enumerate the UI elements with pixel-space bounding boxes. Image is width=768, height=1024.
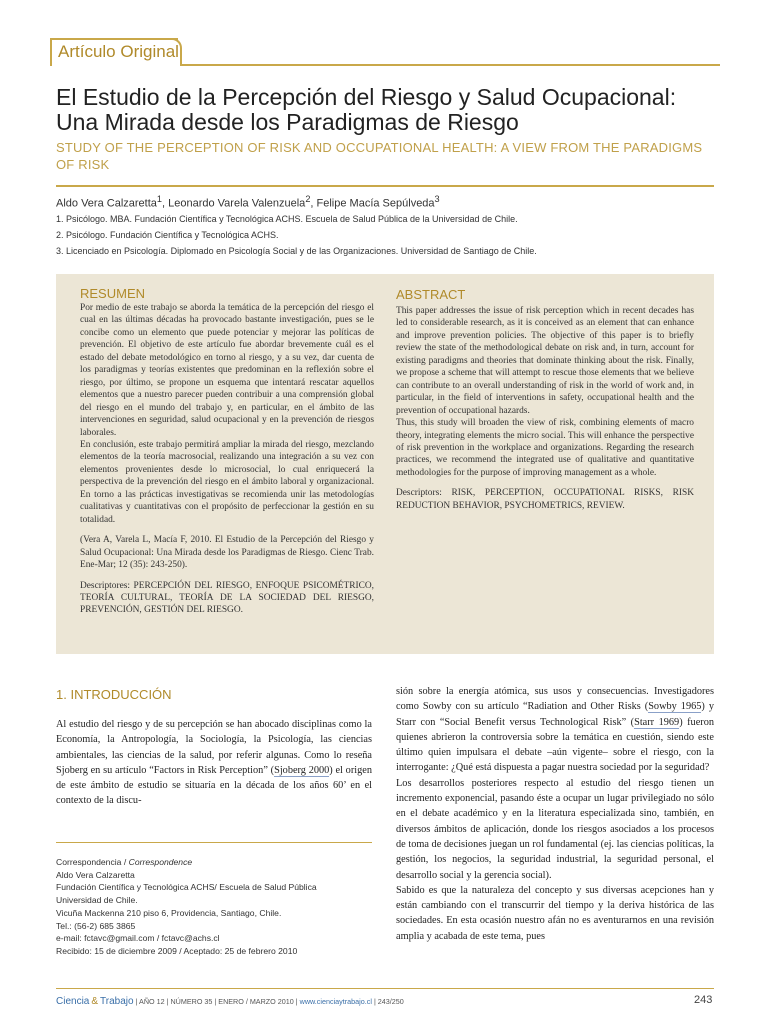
journal-name-2: Trabajo	[100, 996, 134, 1007]
affiliation: 1. Psicólogo. MBA. Fundación Científica y Tecnológica ACHS. Escuela de Salud Pública de la Universidad de Chile.	[56, 214, 518, 224]
descriptors-label: Descriptores:	[80, 580, 130, 591]
label-en: Correspondence	[128, 857, 193, 867]
title-line-2: Una Mirada desde los Paradigmas de Riesgo	[56, 109, 519, 135]
correspondence-rule	[56, 842, 372, 843]
header-rule	[180, 64, 720, 66]
section-label: Artículo Original	[58, 42, 179, 61]
abstract-descriptors	[396, 487, 694, 512]
intro-right-column	[396, 684, 714, 944]
author-name: Leonardo Varela Valenzuela	[168, 197, 306, 210]
text-run: ) fueron quienes abrieron la controversia sobre la temática en cuestión, siendo este último quien impulsara el debate –aún vigente– sobre el riesgo, con la interrogante: ¿Qué está dispuesta a pagar nuestra sociedad por la seguridad?	[396, 716, 714, 774]
citation-link[interactable]: Sjoberg 2000	[274, 764, 330, 776]
text-run: ) el origen de este ámbito de estudio se situaría en la década de los años 60’ en el contexto de la discu-	[56, 764, 372, 807]
intro-paragraph: Los desarrollos posteriores respecto al estudio del riesgo tienen un incremento exponencial, pasando éste a ocupar un lugar privilegiado no sólo en el debate académico y en la literatura especializada sino, también, en diversos ámbitos de aplicación, donde los riesgos asociados a los procesos de toma de decisiones juegan un rol fundamental (ej. las ciencias políticas, la gestión, los negocios, la seguridad industrial, la seguridad personal, el desarrollo social y la gerencia social).	[396, 777, 714, 881]
abstract-paragraph: This paper addresses the issue of risk perception which in recent decades has led to considerable research, as it is conceived as an element that can enhance and improve prevention policies. The objective of this paper is to briefly review the state of the methodological debate on risk and, in turn, account for existing paradigms and theories that dominate thinking about the risk. Finally, we propose a scheme that will attempt to rescue those elements that we believe can contribute to an overall understanding of risk in the world of work and, in particular, in the field of interventions in safety, occupational health and the prevention of occupational hazards.	[396, 306, 694, 416]
article-title	[56, 85, 726, 135]
resumen-paragraph: Por medio de este trabajo se aborda la temática de la percepción del riesgo el cual en las últimas décadas ha provocado bastante investigación, pues se le concibe como un elemento que puede potenciar y mejorar las políticas de prevención. El objetivo de este artículo fue abordar brevemente cuál es el estado del debate metodológico en torno al riesgo, y a su vez, dar cuenta de los paradigmas y teorías existentes que predominan en la reflexión sobre el riesgo, por último, se propone un esquema que intentará rescatar aquellos elementos que a nuestro parecer pueden contribuir a una comprensión global del riesgo en el mundo del trabajo y, en particular, en el ámbito de las intervenciones en seguridad, salud ocupacional y en la prevención de riesgos laborales.	[80, 303, 374, 438]
abstract-heading: ABSTRACT	[396, 287, 466, 302]
correspondence-block	[56, 856, 376, 958]
resumen-paragraph: En conclusión, este trabajo permitirá ampliar la mirada del riesgo, mezclando elementos de la teoría macrosocial, realizando una integración a su vez con elementos provenientes desde lo microsocial, lo cual enriquecerá la perspectiva de la prevención del riesgo en el ámbito laboral y organizacional. En torno a las prácticas investigativas se recomienda unir las metodologías cualitativas y cuantitativas con el propósito de perfeccionar la gestión en su totalidad.	[80, 439, 374, 525]
author-name: Felipe Macía Sepúlveda	[316, 197, 435, 210]
page-range: | 243/250	[373, 997, 404, 1006]
affiliations	[56, 211, 716, 259]
footer	[56, 996, 404, 1007]
resumen-heading: RESUMEN	[80, 286, 146, 301]
correspondence-line: Fundación Científica y Tecnológica ACHS/ Escuela de Salud Pública	[56, 882, 317, 893]
correspondence-label	[56, 856, 376, 869]
author-name: Aldo Vera Calzaretta	[56, 197, 157, 210]
descriptors-label: Descriptors:	[396, 488, 442, 499]
header-tab-left-rule	[50, 38, 52, 66]
citation-link[interactable]: Starr 1969	[634, 716, 680, 728]
intro-paragraph: Sabido es que la naturaleza del concepto y sus diversas acepciones han y están cambiando con el transcurrir del tiempo y la deriva histórica de las sociedades. En esta ocasión nuestro afán no es aventurarnos en una revisión amplia y acabada de este tema, pues	[396, 884, 714, 942]
affiliation: 3. Licenciado en Psicología. Diplomado en Psicología Social y de las Organizaciones. Universidad de Santiago de Chile.	[56, 246, 537, 256]
correspondence-dates: Recibido: 15 de diciembre 2009 / Aceptado: 25 de febrero 2010	[56, 945, 298, 956]
footer-rule	[56, 988, 714, 989]
intro-left-column	[56, 717, 372, 809]
resumen-citation: (Vera A, Varela L, Macía F, 2010. El Estudio de la Percepción del Riesgo y Salud Ocupacional: Una Mirada desde los Paradigmas de Riesgo. Cienc Trab. Ene-Mar; 12 (35): 243-250).	[80, 535, 374, 571]
author-affil-number: 1	[156, 194, 162, 204]
intro-paragraph	[56, 717, 372, 809]
header-tab-top-rule	[50, 38, 178, 40]
citation-link[interactable]: Sowby 1965	[648, 701, 702, 713]
author-affil-number: 2	[305, 194, 311, 204]
descriptors-text: RISK, PERCEPTION, OCCUPATIONAL RISKS, RISK REDUCTION BEHAVIOR, PSYCHOMETRICS, REVIEW.	[396, 488, 695, 511]
text-run: ) y Starr con “Social Benefit versus Technological Risk” (	[396, 701, 714, 728]
label-es: Correspondencia /	[56, 857, 129, 867]
correspondence-line: Universidad de Chile.	[56, 895, 138, 906]
correspondence-line: Tel.: (56-2) 685 3865	[56, 920, 136, 931]
abstract-paragraph: Thus, this study will broaden the view of risk, combining elements of macro theory, integrating elements the micro social. This will enhance the perspective of risk prevention in the workplace and organizations. Regarding the research practices, we recommend the integrated use of qualitative and quantitative methodologies for the purpose of improving management as a whole.	[396, 418, 694, 478]
correspondence-line: Aldo Vera Calzaretta	[56, 869, 135, 880]
page-number: 243	[694, 994, 713, 1006]
correspondence-email: e-mail: fctavc@gmail.com / fctavc@achs.cl	[56, 933, 220, 944]
correspondence-line: Vicuña Mackenna 210 piso 6, Providencia, Santiago, Chile.	[56, 907, 282, 918]
journal-ampersand: &	[91, 996, 99, 1007]
resumen-body	[80, 302, 374, 617]
text-run: Al estudio del riesgo y de su percepción se han abocado disciplinas como la Economía, la Antropología, la Sociología, la Psicología, las ciencias ambientales, las ciencias de la salud, por referir algunas. Como lo reseña Sjoberg en su artículo “Factors in Risk Perception” (	[56, 719, 372, 776]
english-title: STUDY OF THE PERCEPTION OF RISK AND OCCUPATIONAL HEALTH: A VIEW FROM THE PARADIGMS OF RISK	[56, 140, 703, 172]
resumen-descriptors	[80, 580, 374, 617]
descriptors-text: PERCEPCIÓN DEL RIESGO, ENFOQUE PSICOMÉTRICO, TEORÍA CULTURAL, TEORÍA DE LA SOCIEDAD DEL RIESGO, PREVENCIÓN, GESTIÓN DEL RIESGO.	[80, 580, 375, 616]
author-list: Aldo Vera Calzaretta$^1$, Leonardo Varela Valenzuela$^2$, Felipe Macía Sepúlveda$^3$	[56, 194, 440, 210]
intro-heading: 1. INTRODUCCIÓN	[56, 687, 172, 702]
journal-name: Ciencia	[56, 996, 90, 1007]
issue-info: | AÑO 12 | NÚMERO 35 | ENERO / MARZO 2010 |	[135, 997, 298, 1006]
title-rule	[56, 185, 714, 187]
affiliation: 2. Psicólogo. Fundación Científica y Tecnológica ACHS.	[56, 230, 279, 240]
abstract-body	[396, 305, 694, 512]
journal-url[interactable]: www.cienciaytrabajo.cl	[299, 997, 372, 1006]
title-line-1: El Estudio de la Percepción del Riesgo y Salud Ocupacional:	[56, 84, 677, 110]
intro-paragraph	[396, 684, 714, 776]
text-run: sión sobre la energía atómica, sus usos y consecuencias. Investigadores como Sowby con su artículo “Radiation and Other Risks (	[396, 686, 714, 713]
author-affil-number: 3	[434, 194, 440, 204]
